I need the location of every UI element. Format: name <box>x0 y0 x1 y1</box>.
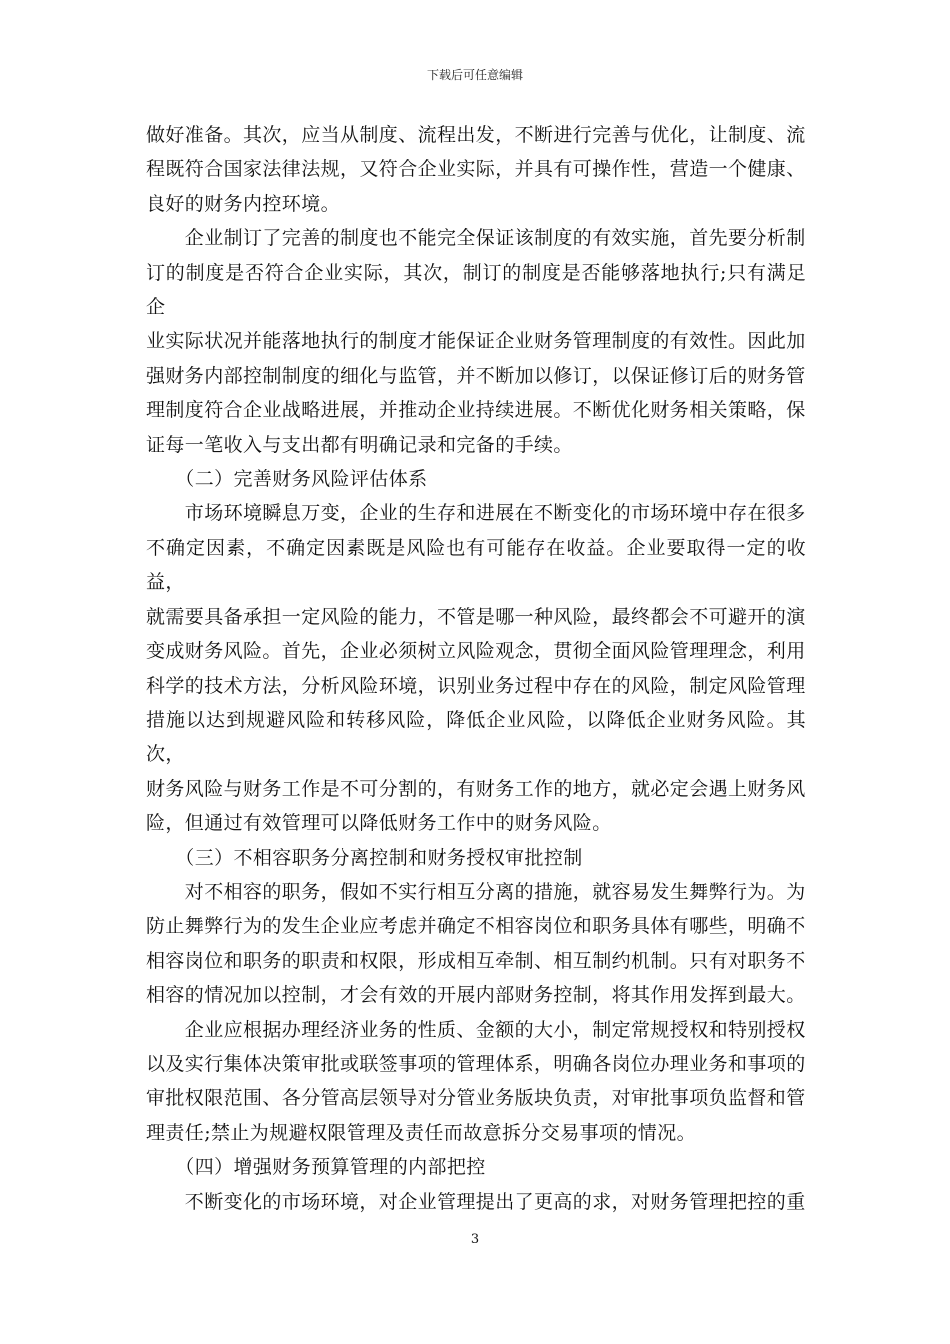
body-line: 企业制订了完善的制度也不能完全保证该制度的有效实施，首先要分析制 <box>146 227 806 250</box>
page-number: 3 <box>470 1232 480 1247</box>
body-line: 良好的财务内控环境。 <box>146 192 341 215</box>
body-line: 不断变化的市场环境，对企业管理提出了更高的求，对财务管理把控的重 <box>146 1190 806 1213</box>
body-line: 订的制度是否符合企业实际，其次，制订的制度是否能够落地执行;只有满足企 <box>146 261 806 319</box>
body-line: 措施以达到规避风险和转移风险，降低企业风险，以降低企业财务风险。其次， <box>146 708 806 766</box>
body-line: 理责任;禁止为规避权限管理及责任而故意拆分交易事项的情况。 <box>146 1121 697 1144</box>
body-line: 强财务内部控制制度的细化与监管，并不断加以修订，以保证修订后的财务管 <box>146 364 806 387</box>
body-line: 变成财务风险。首先，企业必须树立风险观念，贯彻全面风险管理理念，利用 <box>146 640 806 663</box>
body-line: 企业应根据办理经济业务的性质、金额的大小，制定常规授权和特别授权 <box>146 1018 806 1041</box>
body-line: 对不相容的职务，假如不实行相互分离的措施，就容易发生舞弊行为。为 <box>146 880 806 903</box>
body-line: 不确定因素，不确定因素既是风险也有可能存在收益。企业要取得一定的收益， <box>146 536 806 594</box>
body-line: 审批权限范围、各分管高层领导对分管业务版块负责，对审批事项负监督和管 <box>146 1087 806 1110</box>
body-line: 相容岗位和职务的职责和权限，形成相互牵制、相互制约机制。只有对职务不 <box>146 949 806 972</box>
section-heading: （四）增强财务预算管理的内部把控 <box>146 1156 486 1179</box>
body-line: 以及实行集体决策审批或联签事项的管理体系，明确各岗位办理业务和事项的 <box>146 1052 806 1075</box>
body-line: 相容的情况加以控制，才会有效的开展内部财务控制，将其作用发挥到最大。 <box>146 984 806 1007</box>
page-header: 下载后可任意编辑 <box>426 68 523 82</box>
section-heading: （三）不相容职务分离控制和财务授权审批控制 <box>146 846 583 869</box>
body-line: 财务风险与财务工作是不可分割的，有财务工作的地方，就必定会遇上财务风 <box>146 777 806 800</box>
body-line: 程既符合国家法律法规，又符合企业实际，并具有可操作性，营造一个健康、 <box>146 158 806 181</box>
section-heading: （二）完善财务风险评估体系 <box>146 468 428 491</box>
body-line: 科学的技术方法，分析风险环境，识别业务过程中存在的风险，制定风险管理 <box>146 674 806 697</box>
document-body <box>146 118 806 1219</box>
body-line: 业实际状况并能落地执行的制度才能保证企业财务管理制度的有效性。因此加 <box>146 330 806 353</box>
body-line: 证每一笔收入与支出都有明确记录和完备的手续。 <box>146 433 573 456</box>
body-line: 险，但通过有效管理可以降低财务工作中的财务风险。 <box>146 812 612 835</box>
body-line: 就需要具备承担一定风险的能力，不管是哪一种风险，最终都会不可避开的演 <box>146 605 806 628</box>
body-line: 防止舞弊行为的发生企业应考虑并确定不相容岗位和职务具体有哪些，明确不 <box>146 915 806 938</box>
body-line: 市场环境瞬息万变，企业的生存和进展在不断变化的市场环境中存在很多 <box>146 502 806 525</box>
body-line: 理制度符合企业战略进展，并推动企业持续进展。不断优化财务相关策略，保 <box>146 399 806 422</box>
body-line: 做好准备。其次，应当从制度、流程出发，不断进行完善与优化，让制度、流 <box>146 124 806 146</box>
